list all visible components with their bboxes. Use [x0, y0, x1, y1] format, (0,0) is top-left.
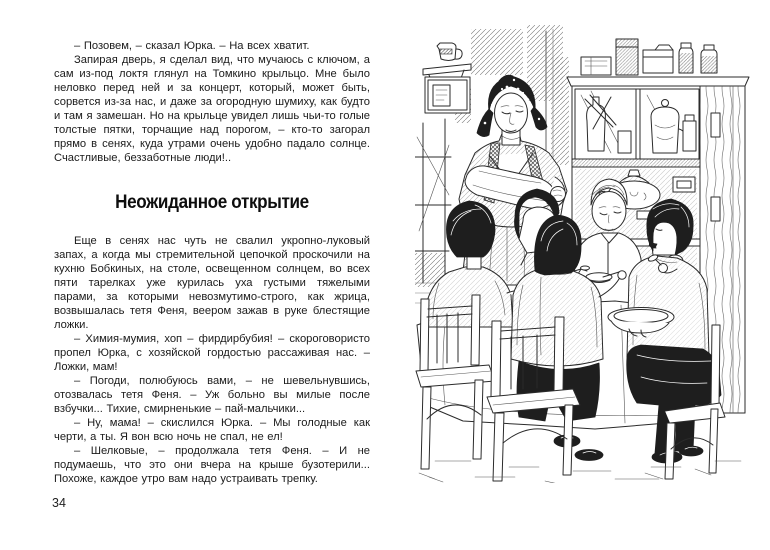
wall-shelf: [423, 43, 471, 113]
floor: [419, 461, 741, 483]
paragraph: – Ну, мама! – скислился Юрка. – Мы голодные как черти, а ты. Я вон всю ночь не спал, не ел!: [54, 417, 370, 443]
cupboard-top-items: [581, 39, 717, 75]
paragraph: – Позовем, – сказал Юрка. – На всех хватит.: [74, 40, 310, 52]
paragraph: Запирая дверь, я сделал вид, что мучаюсь с ключом, а сам из-под локтя глянул на Томкино крыльцо. Мне было неловко перед ней и за концерт, который, может быть, сорвется из-за нас, и даже за огородную шумиху, как будто и там я замешан. Но на крыльце увидел лишь чьи-то голые толстые пятки, торчащие над порогом, – кто-то загорал прямо в сенях, куда утрами очень удобно падало солнце. Счастливые, беззаботные люди!..: [54, 54, 370, 164]
paragraph: – Шелковые, – продолжала тетя Феня. – И не подумаешь, что это они вчера на крыше бузотерили... Похоже, каждое утро вам надо устраивать трепку.: [54, 445, 370, 485]
paragraph: Еще в сенях нас чуть не свалил укропно-луковый запах, а когда мы стремительной цепочкой проскочили на кухню Бобкиных, на столе, освещенном солнцем, во всех пяти тарелках уже курилась уха густыми тяжелыми парами, за которыми невозмутимо-строго, как жрица, возвышалась тетя Феня, веером зажав в руке блестящие ложки.: [54, 235, 370, 331]
text-column: [54, 39, 370, 486]
kitchen-illustration: [415, 25, 765, 483]
paragraph: – Погоди, полюбуюсь вами, – не шевельнувшись, отозвалась тетя Феня. – Уж больно вы милые после взбучки... Тихие, смирненькие – пай-мальчики...: [54, 375, 370, 415]
chapter-heading: Неожиданное открытие: [115, 192, 309, 213]
paragraph: – Химия-мумия, хоп – фирдирбубия! – скороговористо пропел Юрка, с хозяйской гордостью рассаживая нас. – Ложки, мам!: [54, 333, 370, 373]
page-number: 34: [52, 496, 66, 510]
